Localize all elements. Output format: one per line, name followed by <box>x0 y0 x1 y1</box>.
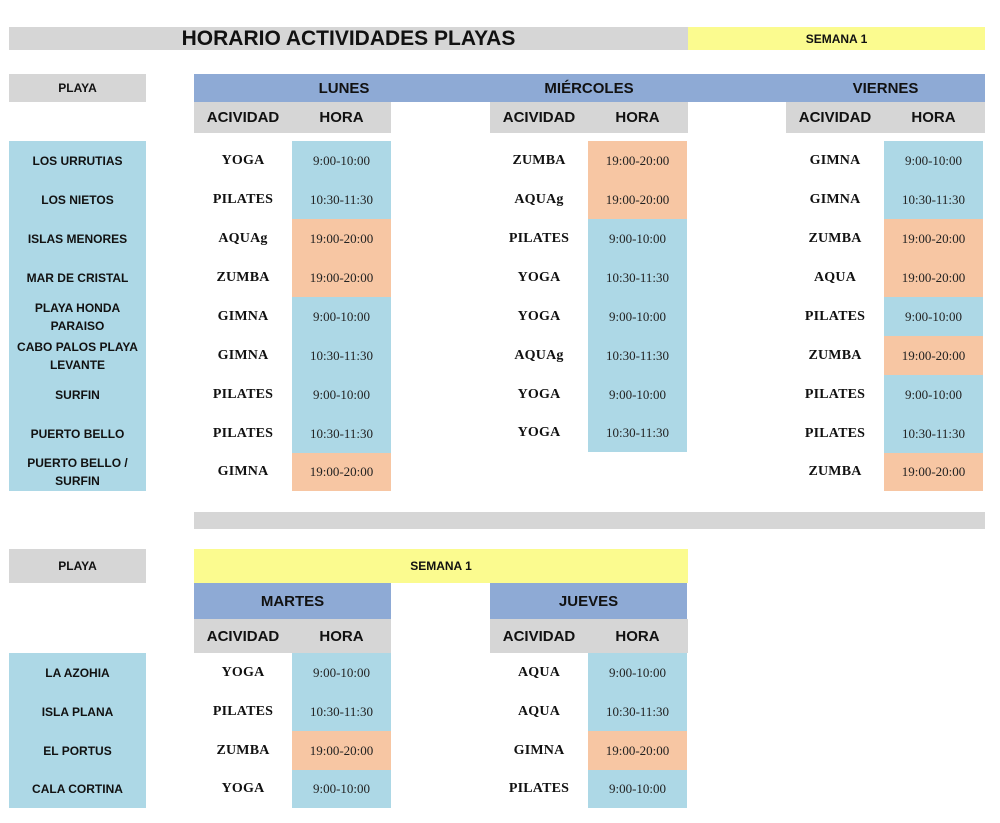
hour-cell: 10:30-11:30 <box>292 336 391 375</box>
hour-cell: 9:00-10:00 <box>292 297 391 336</box>
hour-cell: 19:00-20:00 <box>588 141 687 180</box>
activity-cell: GIMNA <box>217 308 269 324</box>
hour-cell: 19:00-20:00 <box>292 453 391 491</box>
hour-cell: 9:00-10:00 <box>292 653 391 692</box>
hour-cell: 10:30-11:30 <box>884 414 983 453</box>
beach-name: PUERTO BELLO / SURFIN <box>9 453 146 491</box>
beach-name: LOS URRUTIAS <box>9 141 146 180</box>
day-label: JUEVES <box>490 583 687 619</box>
activity-cell: AQUAg <box>514 191 564 207</box>
activity-cell: YOGA <box>221 664 265 680</box>
hour-cell: 10:30-11:30 <box>588 414 687 452</box>
activity-cell: YOGA <box>221 152 265 168</box>
activity-cell: GIMNA <box>217 464 269 479</box>
hour-column-header: HORA <box>615 627 660 645</box>
activity-cell: PILATES <box>804 386 866 402</box>
beach-name: CALA CORTINA <box>9 770 146 808</box>
beach-name: LOS NIETOS <box>9 180 146 219</box>
playa-header: PLAYA <box>9 74 146 102</box>
section-divider <box>194 512 985 529</box>
week-label-2: SEMANA 1 <box>194 549 688 583</box>
day-label: LUNES <box>318 79 370 97</box>
activity-cell: YOGA <box>517 425 561 440</box>
hour-cell: 19:00-20:00 <box>884 258 983 297</box>
activity-cell: YOGA <box>517 269 561 285</box>
activity-cell: PILATES <box>212 386 274 402</box>
playa-header-2: PLAYA <box>9 549 146 583</box>
hour-cell: 19:00-20:00 <box>588 731 687 770</box>
hour-cell: 9:00-10:00 <box>588 770 687 808</box>
activity-column-header: ACIVIDAD <box>206 627 280 645</box>
activity-cell: AQUA <box>517 703 561 719</box>
hour-cell: 10:30-11:30 <box>588 336 687 375</box>
week-label: SEMANA 1 <box>688 27 985 50</box>
hour-cell: 19:00-20:00 <box>884 336 983 375</box>
activity-cell: PILATES <box>212 703 274 719</box>
beach-name: EL PORTUS <box>9 731 146 770</box>
activity-cell: YOGA <box>221 781 265 796</box>
hour-cell: 19:00-20:00 <box>884 453 983 491</box>
activity-cell: ZUMBA <box>512 152 566 168</box>
activity-cell: ZUMBA <box>808 347 862 363</box>
beach-name: LA AZOHIA <box>9 653 146 692</box>
activity-column-header: ACIVIDAD <box>206 109 280 126</box>
hour-cell: 9:00-10:00 <box>588 219 687 258</box>
hour-cell: 9:00-10:00 <box>884 141 983 180</box>
activity-cell: GIMNA <box>217 347 269 363</box>
activity-cell: GIMNA <box>809 191 861 207</box>
activity-column-header: ACIVIDAD <box>502 627 576 645</box>
hour-cell: 19:00-20:00 <box>292 219 391 258</box>
hour-column-header: HORA <box>319 627 364 645</box>
activity-cell: YOGA <box>517 308 561 324</box>
hour-cell: 19:00-20:00 <box>292 258 391 297</box>
activity-column-header: ACIVIDAD <box>502 109 576 126</box>
hour-cell: 10:30-11:30 <box>292 692 391 731</box>
activity-cell: GIMNA <box>809 152 861 168</box>
hour-cell: 19:00-20:00 <box>588 180 687 219</box>
hour-cell: 10:30-11:30 <box>884 180 983 219</box>
activity-cell: PILATES <box>804 425 866 441</box>
hour-column-header: HORA <box>319 109 364 126</box>
hour-cell: 9:00-10:00 <box>292 141 391 180</box>
activity-cell: ZUMBA <box>808 464 862 479</box>
activity-cell: AQUA <box>813 269 857 285</box>
page-title: HORARIO ACTIVIDADES PLAYAS <box>181 26 516 50</box>
activity-cell: YOGA <box>517 386 561 402</box>
hour-cell: 9:00-10:00 <box>588 297 687 336</box>
day-label: MARTES <box>194 583 391 619</box>
hour-cell: 10:30-11:30 <box>292 180 391 219</box>
hour-cell: 9:00-10:00 <box>292 375 391 414</box>
activity-cell: PILATES <box>508 230 570 246</box>
beach-name: PUERTO BELLO <box>9 414 146 453</box>
activity-cell: PILATES <box>212 191 274 207</box>
activity-cell: AQUA <box>517 664 561 680</box>
hour-cell: 10:30-11:30 <box>588 258 687 297</box>
activity-cell: GIMNA <box>513 742 565 758</box>
activity-cell: PILATES <box>508 781 570 796</box>
activity-cell: ZUMBA <box>808 230 862 246</box>
hour-cell: 10:30-11:30 <box>292 414 391 453</box>
beach-name: ISLA PLANA <box>9 692 146 731</box>
day-label: VIERNES <box>852 79 919 97</box>
activity-cell: PILATES <box>212 425 274 441</box>
hour-cell: 9:00-10:00 <box>588 653 687 692</box>
activity-cell: ZUMBA <box>216 742 270 758</box>
beach-name: CABO PALOS PLAYA LEVANTE <box>9 336 146 375</box>
beach-name: SURFIN <box>9 375 146 414</box>
activity-column-header: ACIVIDAD <box>798 109 872 126</box>
hour-cell: 9:00-10:00 <box>884 375 983 414</box>
activity-cell: PILATES <box>804 308 866 324</box>
hour-column-header: HORA <box>911 109 956 126</box>
beach-name: PLAYA HONDA PARAISO <box>9 297 146 336</box>
beach-name: MAR DE CRISTAL <box>9 258 146 297</box>
hour-cell: 19:00-20:00 <box>884 219 983 258</box>
hour-cell: 9:00-10:00 <box>588 375 687 414</box>
activity-cell: AQUAg <box>514 347 564 363</box>
day-label: MIÉRCOLES <box>544 79 634 97</box>
hour-cell: 9:00-10:00 <box>292 770 391 808</box>
activity-cell: ZUMBA <box>216 269 270 285</box>
hour-cell: 19:00-20:00 <box>292 731 391 770</box>
hour-column-header: HORA <box>615 109 660 126</box>
hour-cell: 9:00-10:00 <box>884 297 983 336</box>
beach-name: ISLAS MENORES <box>9 219 146 258</box>
hour-cell: 10:30-11:30 <box>588 692 687 731</box>
activity-cell: AQUAg <box>218 230 268 246</box>
